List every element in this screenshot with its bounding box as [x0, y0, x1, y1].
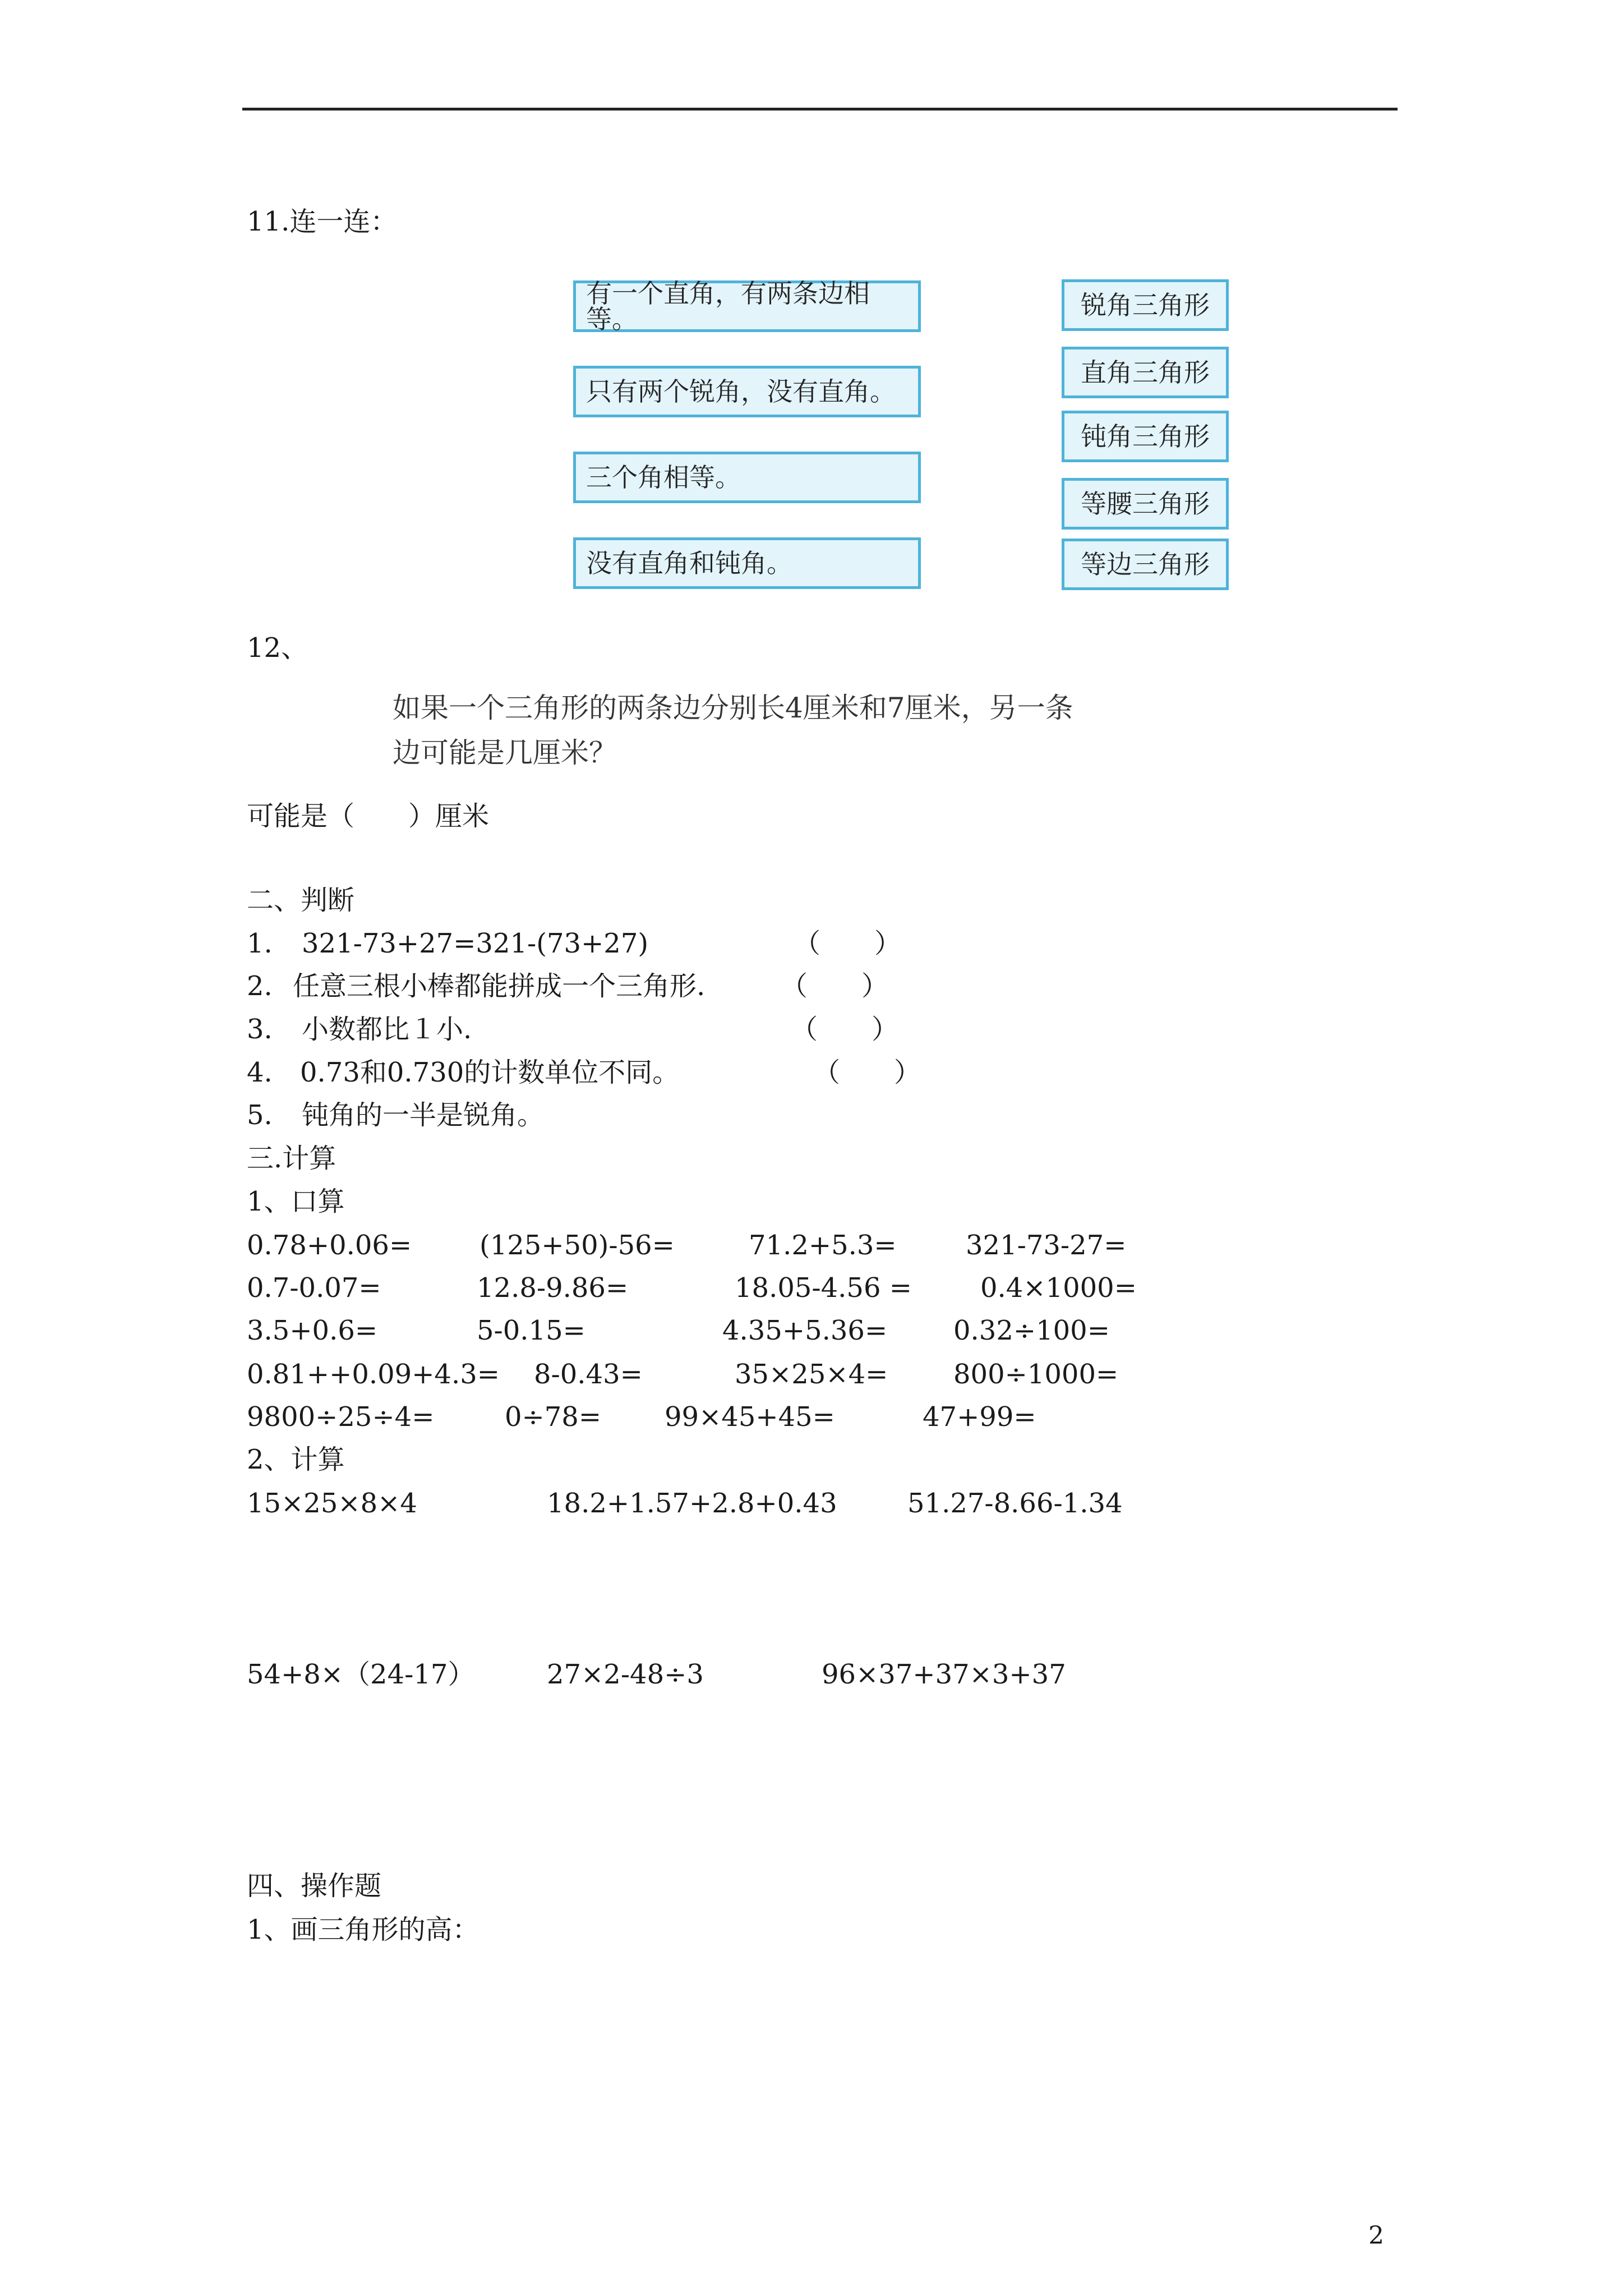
oral-problem: 0.78+0.06= — [247, 1230, 412, 1261]
subsection-title: 1、画三角形的高： — [247, 1914, 479, 1945]
judge-item-text: 任意三根小棒都能拼成一个三角形. — [293, 970, 706, 1002]
match-right-item[interactable]: 锐角三角形 — [1062, 279, 1229, 331]
judge-item-text: 0.73和0.730的计数单位不同。 — [300, 1057, 680, 1088]
oral-problem: 18.05-4.56 = — [735, 1272, 912, 1304]
calc-problem: 96×37+37×3+37 — [822, 1659, 1066, 1690]
oral-problem: 99×45+45= — [665, 1401, 835, 1433]
oral-problem: 5-0.15= — [477, 1315, 585, 1346]
section-title: 四、操作题 — [247, 1870, 382, 1902]
oral-problem: 0.4×1000= — [980, 1272, 1137, 1304]
judge-item-text: 321-73+27=321-(73+27) — [302, 928, 649, 959]
q12-number: 12、 — [247, 632, 308, 664]
q12-line2: 边可能是几厘米？ — [393, 737, 617, 769]
page-number: 2 — [1368, 2221, 1384, 2250]
oral-problem: 12.8-9.86= — [477, 1272, 629, 1304]
oral-problem: 9800÷25÷4= — [247, 1401, 435, 1433]
oral-problem: (125+50)-56= — [479, 1230, 675, 1261]
header-rule — [242, 108, 1398, 111]
match-left-item[interactable]: 没有直角和钝角。 — [573, 537, 921, 589]
oral-problem: 321-73-27= — [966, 1230, 1127, 1261]
oral-problem: 71.2+5.3= — [749, 1230, 897, 1261]
oral-problem: 47+99= — [923, 1401, 1036, 1433]
calc-problem: 54+8×（24-17） — [247, 1659, 475, 1690]
oral-problem: 800÷1000= — [953, 1359, 1119, 1390]
match-right-item[interactable]: 直角三角形 — [1062, 347, 1229, 398]
judge-item-num: 5. — [247, 1099, 273, 1131]
oral-problem: 0÷78= — [505, 1401, 602, 1433]
q11-title: 11.连一连： — [247, 206, 398, 237]
oral-problem: 0.81++0.09+4.3= — [247, 1359, 500, 1390]
oral-problem: 8-0.43= — [534, 1359, 643, 1390]
subsection-title: 2、计算 — [247, 1444, 345, 1475]
oral-problem: 0.7-0.07= — [247, 1272, 381, 1304]
section-title: 三.计算 — [247, 1143, 336, 1174]
q12-answer[interactable]: 可能是（ ）厘米 — [247, 800, 490, 832]
match-right-item[interactable]: 等腰三角形 — [1062, 478, 1229, 530]
subsection-title: 1、口算 — [247, 1186, 345, 1217]
judge-item-paren[interactable]: （ ） — [781, 970, 889, 1002]
match-right-item[interactable]: 钝角三角形 — [1062, 411, 1229, 462]
judge-item-paren[interactable]: （ ） — [794, 928, 902, 959]
judge-item-paren[interactable]: （ ） — [791, 1014, 899, 1045]
calc-problem: 27×2-48÷3 — [547, 1659, 704, 1690]
match-left-item[interactable]: 有一个直角，有两条边相等。 — [573, 280, 921, 332]
judge-item-paren[interactable]: （ ） — [813, 1057, 921, 1088]
calc-problem: 51.27-8.66-1.34 — [907, 1488, 1123, 1519]
q12-line1: 如果一个三角形的两条边分别长4厘米和7厘米，另一条 — [393, 692, 1073, 724]
calc-problem: 15×25×8×4 — [247, 1488, 417, 1519]
judge-item-num: 4. — [247, 1057, 273, 1088]
oral-problem: 35×25×4= — [735, 1359, 888, 1390]
judge-item-text: 小数都比１小. — [302, 1014, 472, 1045]
judge-item-num: 3. — [247, 1014, 273, 1045]
oral-problem: 0.32÷100= — [953, 1315, 1110, 1346]
oral-problem: 4.35+5.36= — [722, 1315, 888, 1346]
calc-problem: 18.2+1.57+2.8+0.43 — [547, 1488, 837, 1519]
oral-problem: 3.5+0.6= — [247, 1315, 378, 1346]
judge-item-num: 1. — [247, 928, 273, 959]
judge-item-text: 钝角的一半是锐角。 — [302, 1099, 545, 1131]
match-left-item[interactable]: 三个角相等。 — [573, 452, 921, 503]
judge-item-num: 2. — [247, 970, 273, 1002]
match-right-item[interactable]: 等边三角形 — [1062, 539, 1229, 590]
section-title: 二、判断 — [247, 885, 355, 916]
match-left-item[interactable]: 只有两个锐角，没有直角。 — [573, 366, 921, 417]
